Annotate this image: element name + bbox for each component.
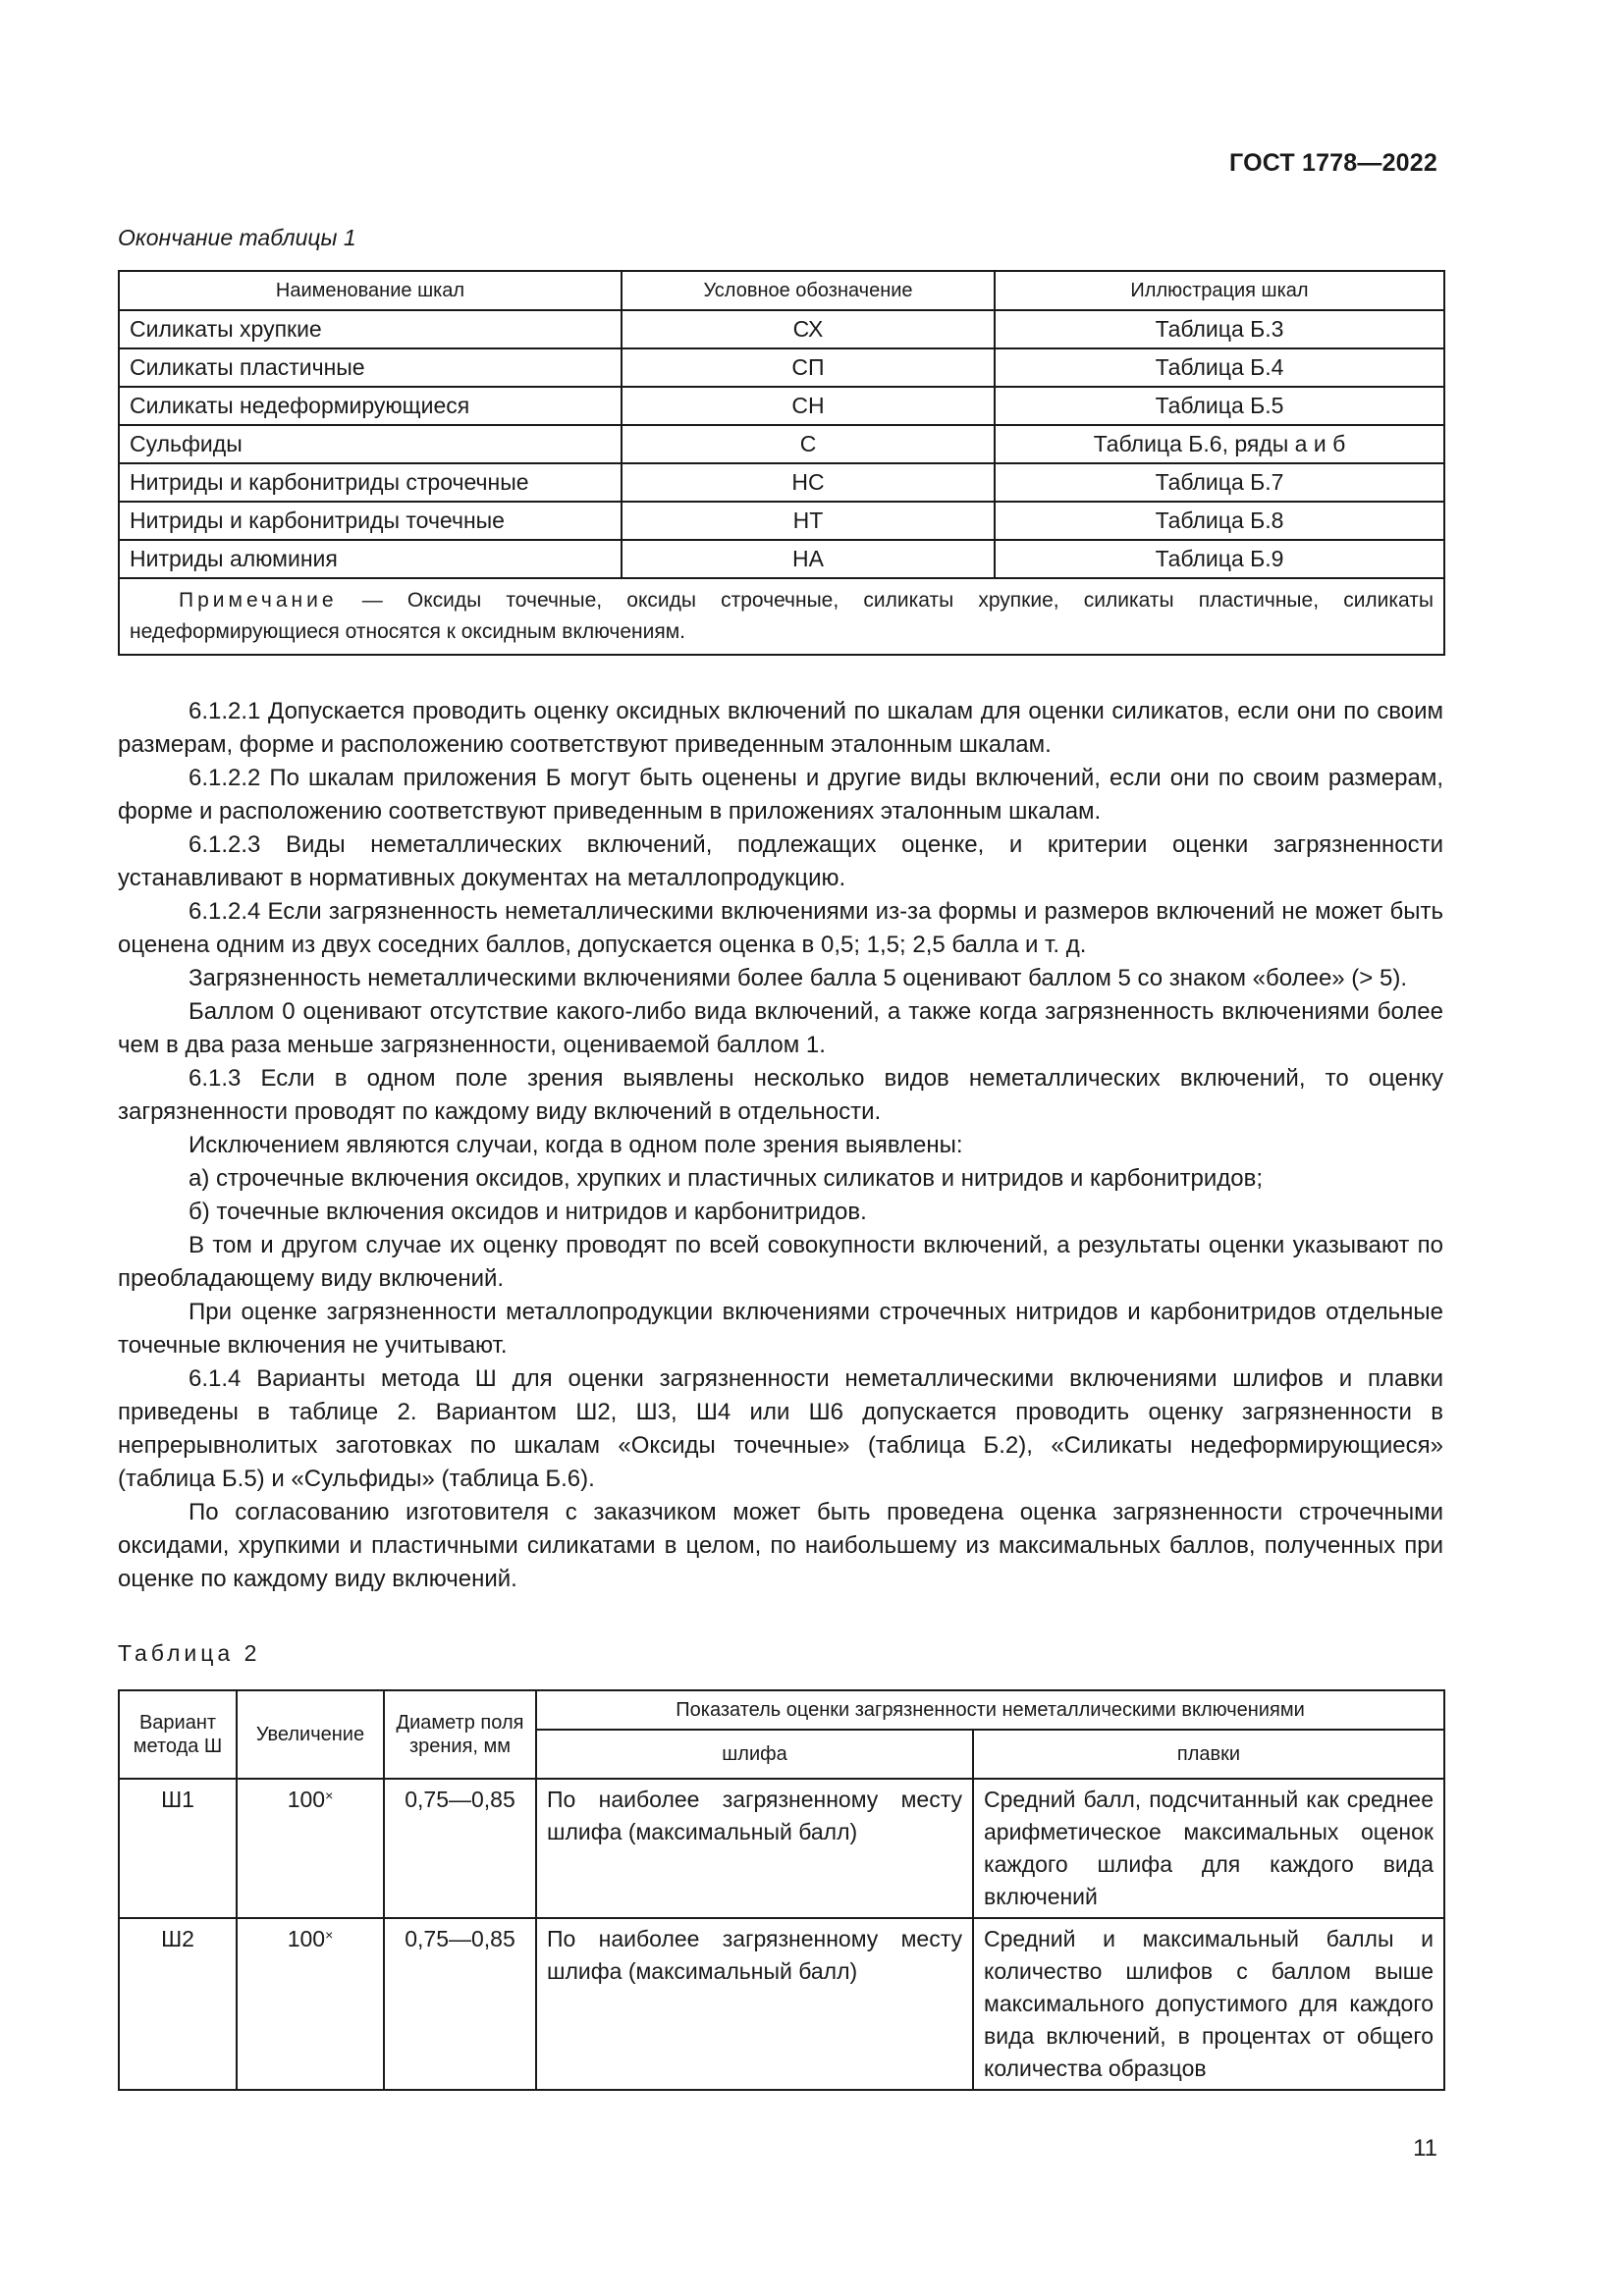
table-cell: СН bbox=[622, 387, 995, 425]
table-cell: НС bbox=[622, 463, 995, 502]
paragraph: При оценке загрязненности металлопродукции включениями строчечных нитридов и карбонитридов отдельные точечные включения не учитывают. bbox=[118, 1299, 1443, 1359]
table-cell: Нитриды алюминия bbox=[119, 540, 622, 578]
table2-header: плавки bbox=[973, 1730, 1444, 1779]
table2-header-row bbox=[119, 1690, 1444, 1730]
table-cell bbox=[237, 1779, 384, 1918]
table-cell: Нитриды и карбонитриды строчечные bbox=[119, 463, 622, 502]
table-row bbox=[119, 463, 1444, 502]
paragraph: По согласованию изготовителя с заказчиком может быть проведена оценка загрязненности строчечными оксидами, хрупкими и пластичными силикатами в целом, по наибольшему из максимальных баллов, полученных при оценке по каждому виду включений. bbox=[118, 1499, 1443, 1592]
table-cell: По наиболее загрязненному месту шлифа (максимальный балл) bbox=[536, 1918, 973, 2090]
table-cell: По наиболее загрязненному месту шлифа (максимальный балл) bbox=[536, 1779, 973, 1918]
table-1 bbox=[118, 270, 1445, 656]
table-cell: Таблица Б.4 bbox=[995, 348, 1444, 387]
table1-caption: Окончание таблицы 1 bbox=[118, 225, 356, 250]
table-cell: Таблица Б.8 bbox=[995, 502, 1444, 540]
table-row bbox=[119, 348, 1444, 387]
table-cell: НТ bbox=[622, 502, 995, 540]
table-cell: Ш2 bbox=[119, 1918, 237, 2090]
magnification-sign: × bbox=[325, 1927, 334, 1943]
table-row bbox=[119, 425, 1444, 463]
table-row bbox=[119, 1918, 1444, 2090]
paragraph: В том и другом случае их оценку проводят по всей совокупности включений, а результаты оценки указывают по преобладающему виду включений. bbox=[118, 1232, 1443, 1292]
table-cell: 0,75—0,85 bbox=[384, 1918, 536, 2090]
table2-header: шлифа bbox=[536, 1730, 973, 1779]
paragraph: а) строчечные включения оксидов, хрупких и пластичных силикатов и нитридов и карбонитридов; bbox=[189, 1165, 1263, 1192]
table2-header: Увеличение bbox=[237, 1690, 384, 1779]
table-cell: Средний и максимальный баллы и количество шлифов с баллом выше максимального допустимого для каждого вида включений, в процентах от общего количества образцов bbox=[973, 1918, 1444, 2090]
table-cell: Таблица Б.3 bbox=[995, 310, 1444, 348]
table-cell: Таблица Б.9 bbox=[995, 540, 1444, 578]
paragraph: Исключением являются случаи, когда в одном поле зрения выявлены: bbox=[189, 1132, 963, 1158]
note-text: — Оксиды точечные, оксиды строчечные, силикаты хрупкие, силикаты пластичные, силикаты недеформирующиеся относятся к оксидным включениям. bbox=[130, 589, 1434, 643]
table-cell: Средний балл, подсчитанный как среднее арифметическое максимальных оценок каждого шлифа для каждого вида включений bbox=[973, 1779, 1444, 1918]
body-text bbox=[118, 695, 1443, 1596]
table-row bbox=[119, 310, 1444, 348]
table-cell: Таблица Б.6, ряды а и б bbox=[995, 425, 1444, 463]
table-row bbox=[119, 387, 1444, 425]
table-cell: НА bbox=[622, 540, 995, 578]
paragraph: б) точечные включения оксидов и нитридов и карбонитридов. bbox=[189, 1199, 867, 1225]
table-row bbox=[119, 502, 1444, 540]
paragraph: 6.1.2.3 Виды неметаллических включений, подлежащих оценке, и критерии оценки загрязненности устанавливают в нормативных документах на металлопродукцию. bbox=[118, 831, 1443, 891]
paragraph: 6.1.2.2 По шкалам приложения Б могут быть оценены и другие виды включений, если они по своим размерам, форме и расположению соответствуют приведенным в приложениях эталонным шкалам. bbox=[118, 765, 1443, 825]
table-cell: С bbox=[622, 425, 995, 463]
table-2 bbox=[118, 1689, 1445, 2091]
table-cell: Таблица Б.5 bbox=[995, 387, 1444, 425]
paragraph: 6.1.2.4 Если загрязненность неметаллическими включениями из-за формы и размеров включений не может быть оценена одним из двух соседних баллов, допускается оценка в 0,5; 1,5; 2,5 балла и т. д. bbox=[118, 898, 1443, 958]
table-cell: Нитриды и карбонитриды точечные bbox=[119, 502, 622, 540]
table2-header: Диаметр поля зрения, мм bbox=[384, 1690, 536, 1779]
magnification-value: 100 bbox=[287, 1926, 326, 1951]
table1-note-row bbox=[119, 578, 1444, 655]
table1-header: Наименование шкал bbox=[119, 271, 622, 310]
paragraph: Загрязненность неметаллическими включениями более балла 5 оценивают баллом 5 со знаком «более» (> 5). bbox=[189, 965, 1407, 991]
table1-header: Иллюстрация шкал bbox=[995, 271, 1444, 310]
paragraph: 6.1.4 Варианты метода Ш для оценки загрязненности неметаллическими включениями шлифов и плавки приведены в таблице 2. Вариантом Ш2, Ш3, Ш4 или Ш6 допускается проводить оценку загрязненности в непрерывнолитых заготовках по шкалам «Оксиды точечные» (таблица Б.2), «Силикаты недеформирующиеся» (таблица Б.5) и «Сульфиды» (таблица Б.6). bbox=[118, 1365, 1443, 1492]
table-cell: 0,75—0,85 bbox=[384, 1779, 536, 1918]
table-cell: Таблица Б.7 bbox=[995, 463, 1444, 502]
table-row bbox=[119, 1779, 1444, 1918]
table-cell: СП bbox=[622, 348, 995, 387]
paragraph: Баллом 0 оценивают отсутствие какого-либо вида включений, а также когда загрязненность включениями более чем в два раза меньше загрязненности, оцениваемой баллом 1. bbox=[118, 998, 1443, 1058]
table2-header: Вариант метода Ш bbox=[119, 1690, 237, 1779]
note-label: Примечание bbox=[179, 589, 338, 612]
table2-caption: Таблица 2 bbox=[118, 1640, 261, 1666]
paragraph: 6.1.3 Если в одном поле зрения выявлены несколько видов неметаллических включений, то оценку загрязненности проводят по каждому виду включений в отдельности. bbox=[118, 1065, 1443, 1125]
table-cell: Силикаты недеформирующиеся bbox=[119, 387, 622, 425]
table2-header: Показатель оценки загрязненности неметаллическими включениями bbox=[536, 1690, 1444, 1730]
document-id: ГОСТ 1778—2022 bbox=[1229, 149, 1437, 177]
magnification-value: 100 bbox=[287, 1787, 326, 1812]
paragraph: 6.1.2.1 Допускается проводить оценку оксидных включений по шкалам для оценки силикатов, если они по своим размерам, форме и расположению соответствуют приведенным эталонным шкалам. bbox=[118, 698, 1443, 758]
table-cell: СХ bbox=[622, 310, 995, 348]
table-cell bbox=[237, 1918, 384, 2090]
table-cell: Силикаты пластичные bbox=[119, 348, 622, 387]
table1-header-row bbox=[119, 271, 1444, 310]
table1-header: Условное обозначение bbox=[622, 271, 995, 310]
magnification-sign: × bbox=[325, 1788, 334, 1803]
table-cell: Силикаты хрупкие bbox=[119, 310, 622, 348]
table1-note bbox=[119, 578, 1444, 655]
page-number: 11 bbox=[1413, 2135, 1437, 2162]
table-cell: Сульфиды bbox=[119, 425, 622, 463]
table-cell: Ш1 bbox=[119, 1779, 237, 1918]
table-row bbox=[119, 540, 1444, 578]
